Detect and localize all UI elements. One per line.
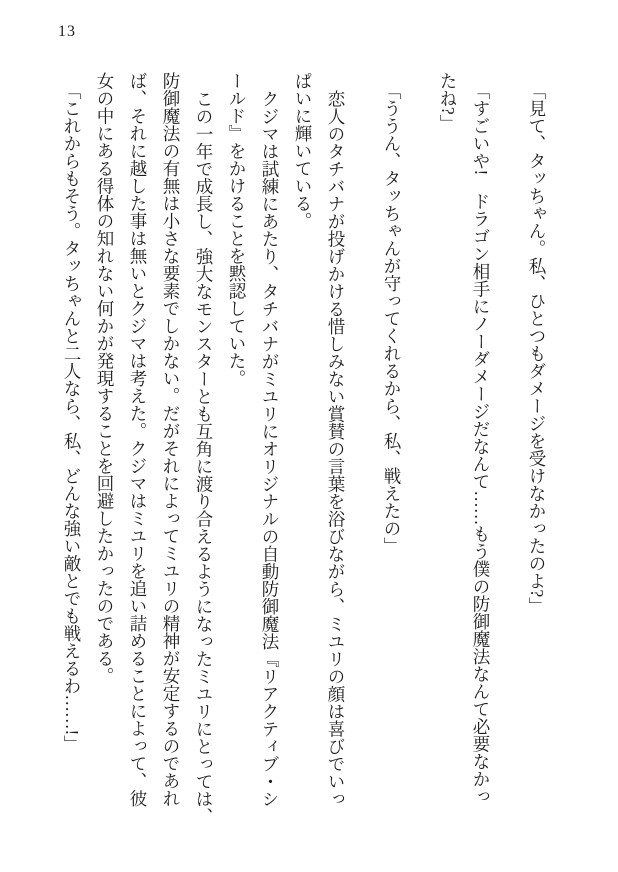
text-column-narration-1-cont: ぱいに輝いている。 <box>293 72 313 230</box>
vertical-text-area <box>55 72 553 854</box>
text-column-narration-3-cont2: ば、それに越した事は無いとクジマは考えた。クジマはミユリを追い詰めることによって、彼 <box>128 72 148 807</box>
text-column-narration-1: 恋人のタチバナが投げかける惜しみない賞賛の言葉を浴びながら、ミユリの顔は喜びでいっ <box>326 89 346 807</box>
text-column-dialogue-1: 「見て、タッちゃん。私、ひとつもダメージを受けなかったのよ?」 <box>527 81 547 615</box>
text-column-dialogue-3: 「ううん、タッちゃんが守ってくれるから、私、戦えたの」 <box>382 81 402 555</box>
text-column-dialogue-2: 「すごいや! ドラゴン相手にノーダメージだなんて……もう僕の防御魔法なんて必要なかっ <box>471 81 491 805</box>
text-column-narration-3: この一年で成長し、強大なモンスターとも互角に渡り合えるようになったミユリにとっては、 <box>194 89 214 825</box>
text-column-narration-3-cont: 防御魔法の有無は小さな要素でしかない。だがそれによってミユリの精神が安定するのであれ <box>161 72 181 807</box>
text-column-narration-2: クジマは試練にあたり、タチバナがミユリにオリジナルの自動防御魔法『リアクティブ・シ <box>260 89 280 807</box>
text-column-narration-3-cont3: 女の中にある得体の知れない何かが発現することを回避したかったのである。 <box>95 72 115 685</box>
text-column-dialogue-2-cont: たね?」 <box>438 72 458 133</box>
text-column-dialogue-4: 「これからもそう。タッちゃんと二人なら、私、どんな強い敵とでも戦えるわ……!」 <box>62 81 82 753</box>
text-column-narration-2-cont: ールド』をかけることを黙認していた。 <box>227 72 247 387</box>
page-number: 13 <box>58 23 76 40</box>
